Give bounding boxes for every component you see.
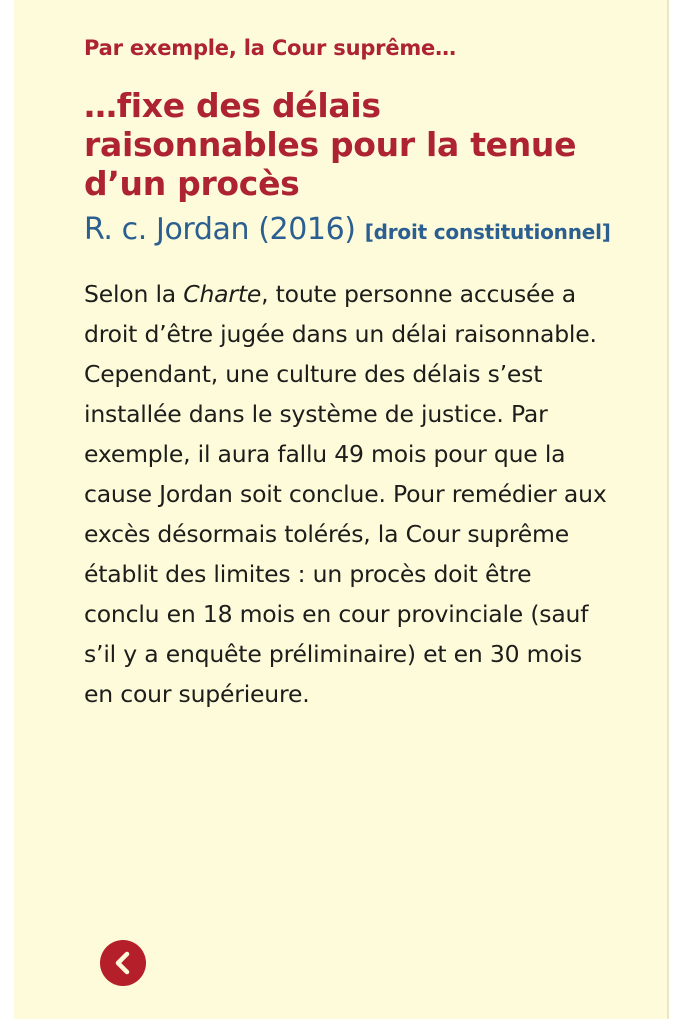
back-button[interactable]: [100, 940, 146, 986]
chevron-left-icon: [100, 940, 146, 986]
body-text-italic: Charte: [183, 280, 262, 308]
case-name: R. c. Jordan (2016): [84, 212, 356, 247]
card-content: [84, 36, 614, 714]
body-text-part-1: Selon la: [84, 280, 184, 308]
page-title: …fixe des délais raisonnables pour la tenue d’un procès: [84, 86, 577, 204]
kicker-text: Par exemple, la Cour suprême…: [84, 36, 456, 60]
case-category-tag: [droit constitutionnel]: [364, 220, 611, 244]
content-card: [14, 0, 669, 1019]
body-paragraph: [84, 274, 614, 714]
case-reference: [84, 212, 614, 248]
body-text-part-2: , toute personne accusée a droit d’être jugée dans un délai raisonnable. Cependant, une culture des délais s’est installée dans le système de justice. Par exemple, il aura fallu 49 mois pour que la cause Jordan soit conclue. Pour remédier aux excès désormais tolérés, la Cour suprême établit des limites : un procès doit être conclu en 18 mois en cour provinciale (sauf s’il y a enquête préliminaire) et en 30 mois en cour supérieure.: [84, 280, 607, 708]
